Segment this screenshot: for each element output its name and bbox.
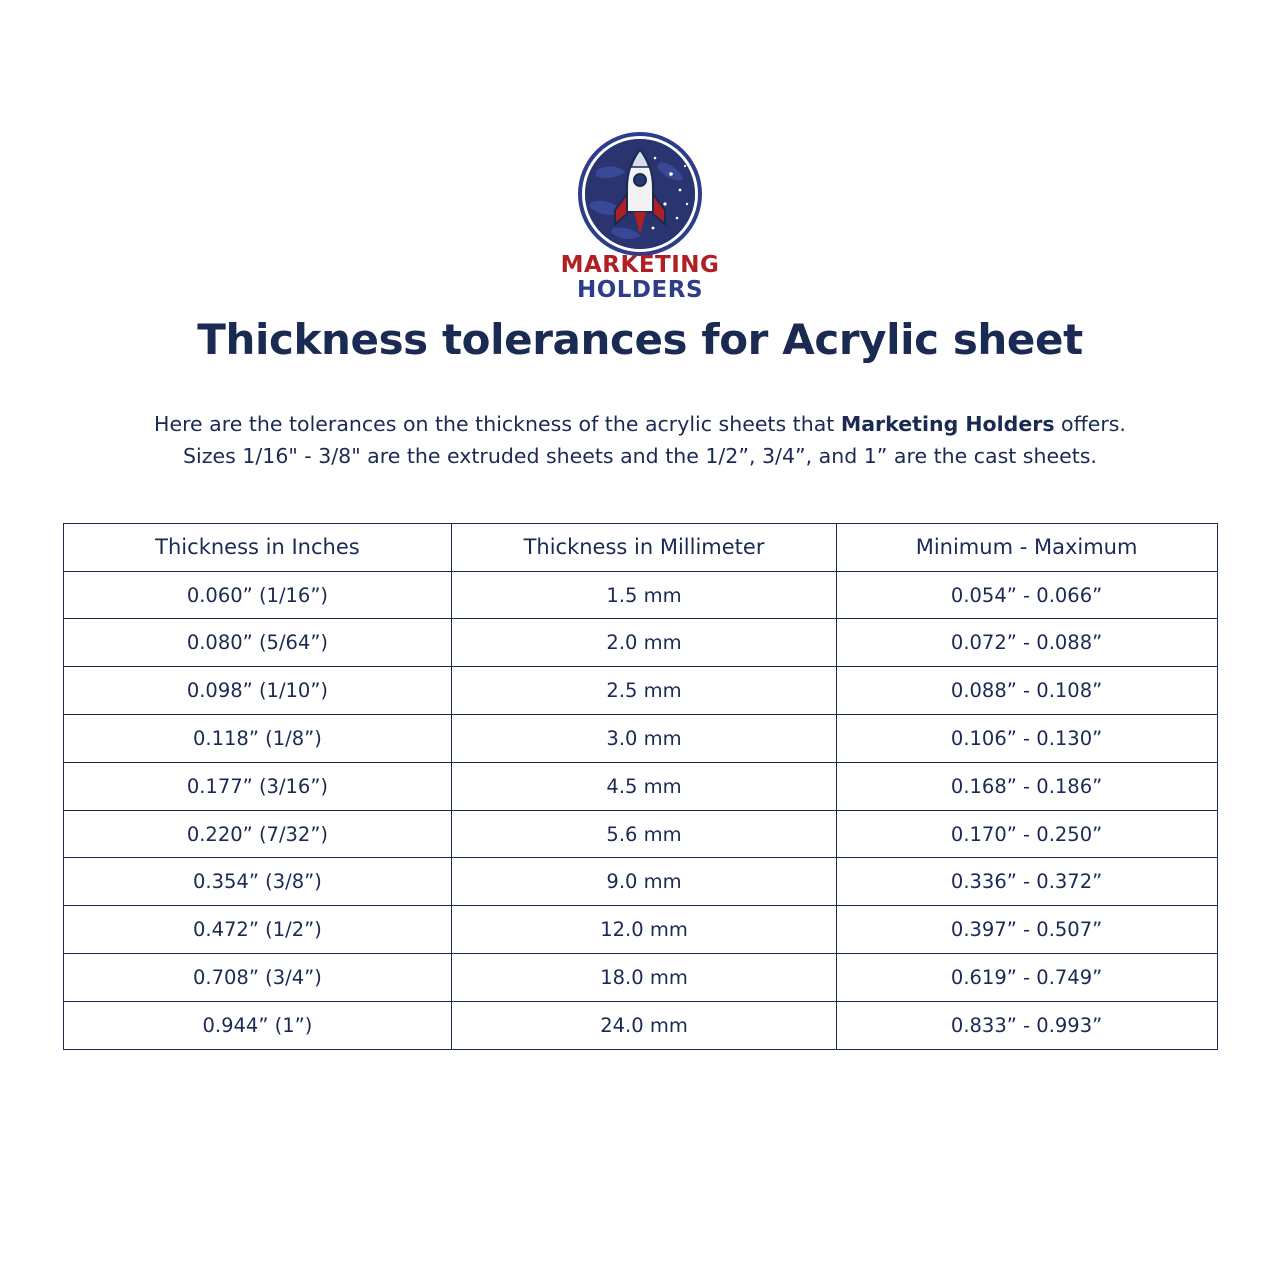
tolerance-table-wrapper <box>63 523 1218 1050</box>
table-row <box>63 619 1217 667</box>
table-row <box>63 1001 1217 1049</box>
cell-inches: 0.354” (3/8”) <box>63 858 452 906</box>
table-row <box>63 667 1217 715</box>
tolerance-table <box>63 523 1218 1050</box>
svg-text:MARKETING: MARKETING <box>560 252 720 278</box>
cell-inches: 0.098” (1/10”) <box>63 667 452 715</box>
cell-inches: 0.177” (3/16”) <box>63 762 452 810</box>
cell-min-max: 0.619” - 0.749” <box>836 954 1217 1002</box>
svg-text:HOLDERS: HOLDERS <box>576 277 704 303</box>
cell-millimeter: 3.0 mm <box>452 715 836 763</box>
cell-min-max: 0.106” - 0.130” <box>836 715 1217 763</box>
cell-min-max: 0.088” - 0.108” <box>836 667 1217 715</box>
cell-min-max: 0.054” - 0.066” <box>836 571 1217 619</box>
cell-min-max: 0.833” - 0.993” <box>836 1001 1217 1049</box>
cell-millimeter: 18.0 mm <box>452 954 836 1002</box>
cell-inches: 0.708” (3/4”) <box>63 954 452 1002</box>
table-row <box>63 762 1217 810</box>
rocket-globe-icon <box>535 132 745 307</box>
cell-min-max: 0.168” - 0.186” <box>836 762 1217 810</box>
cell-inches: 0.944” (1”) <box>63 1001 452 1049</box>
page-title: Thickness tolerances for Acrylic sheet <box>197 315 1083 364</box>
cell-millimeter: 1.5 mm <box>452 571 836 619</box>
cell-millimeter: 12.0 mm <box>452 906 836 954</box>
subtitle-brand: Marketing Holders <box>840 412 1055 437</box>
cell-inches: 0.220” (7/32”) <box>63 810 452 858</box>
brand-logo <box>530 132 750 307</box>
cell-millimeter: 24.0 mm <box>452 1001 836 1049</box>
subtitle-text-2: offers. <box>1054 412 1126 437</box>
cell-inches: 0.472” (1/2”) <box>63 906 452 954</box>
page-subtitle <box>75 409 1205 473</box>
table-body <box>63 571 1217 1049</box>
cell-millimeter: 2.5 mm <box>452 667 836 715</box>
cell-min-max: 0.336” - 0.372” <box>836 858 1217 906</box>
cell-inches: 0.118” (1/8”) <box>63 715 452 763</box>
cell-min-max: 0.072” - 0.088” <box>836 619 1217 667</box>
table-row <box>63 810 1217 858</box>
cell-min-max: 0.397” - 0.507” <box>836 906 1217 954</box>
subtitle-text-1: Here are the tolerances on the thickness of the acrylic sheets that <box>154 412 841 437</box>
table-row <box>63 571 1217 619</box>
cell-millimeter: 2.0 mm <box>452 619 836 667</box>
table-row <box>63 858 1217 906</box>
cell-millimeter: 4.5 mm <box>452 762 836 810</box>
cell-inches: 0.080” (5/64”) <box>63 619 452 667</box>
column-header-min-max: Minimum - Maximum <box>836 523 1217 571</box>
cell-millimeter: 9.0 mm <box>452 858 836 906</box>
column-header-millimeter: Thickness in Millimeter <box>452 523 836 571</box>
table-row <box>63 906 1217 954</box>
table-header-row <box>63 523 1217 571</box>
cell-min-max: 0.170” - 0.250” <box>836 810 1217 858</box>
cell-millimeter: 5.6 mm <box>452 810 836 858</box>
cell-inches: 0.060” (1/16”) <box>63 571 452 619</box>
column-header-inches: Thickness in Inches <box>63 523 452 571</box>
table-row <box>63 715 1217 763</box>
table-head <box>63 523 1217 571</box>
table-row <box>63 954 1217 1002</box>
subtitle-line-2: Sizes 1/16" - 3/8" are the extruded sheets and the 1/2”, 3/4”, and 1” are the cast sheets. <box>183 444 1097 469</box>
